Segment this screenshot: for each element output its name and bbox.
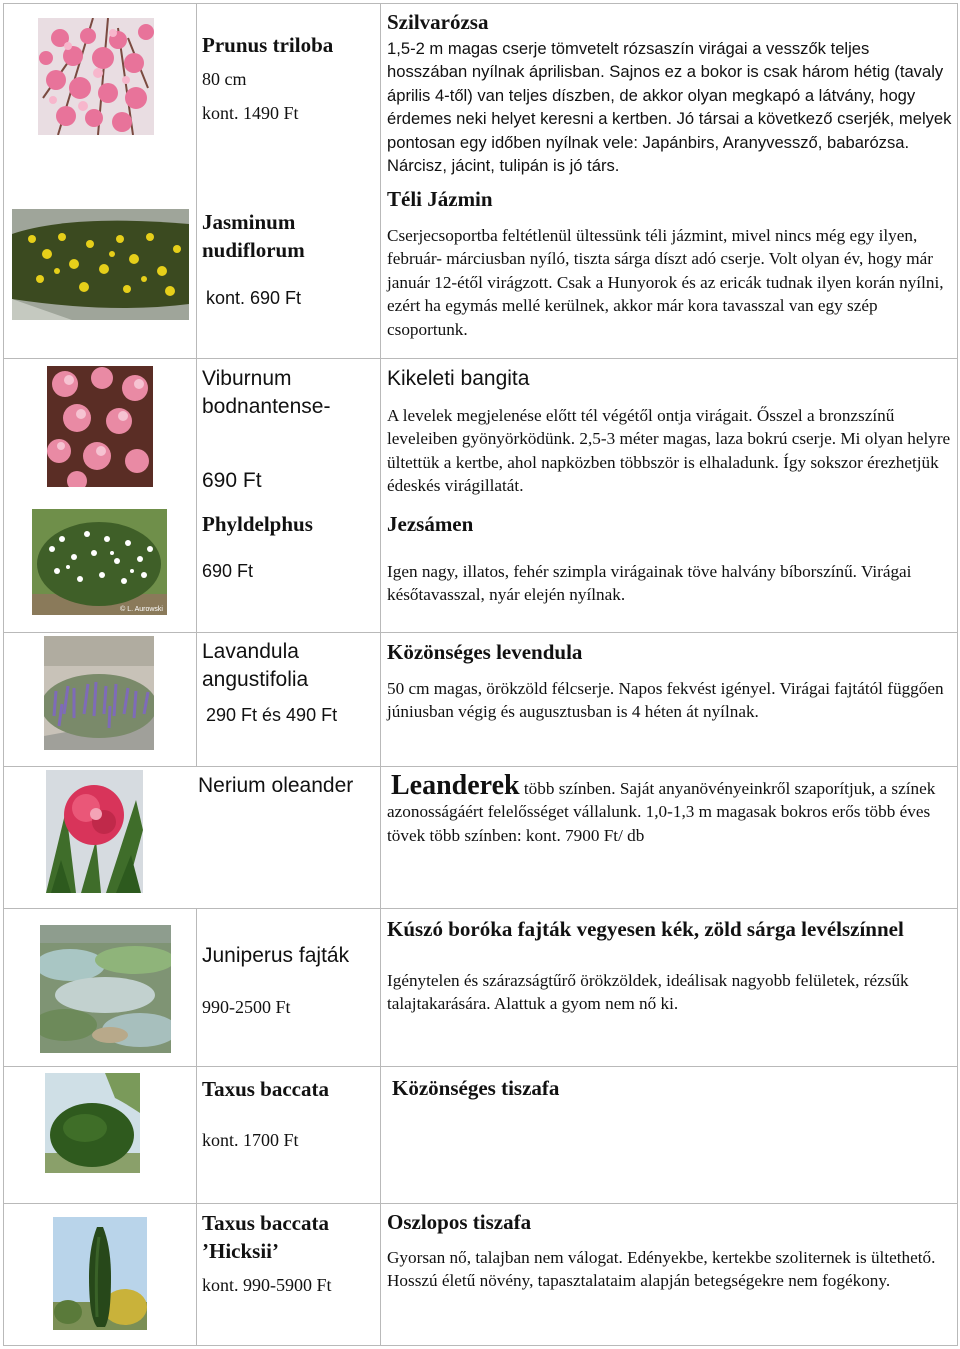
plant-price: kont. 1700 Ft (202, 1130, 299, 1150)
nerium-photo (46, 770, 143, 893)
plant-size: 80 cm (202, 69, 247, 89)
plant-price: kont. 1490 Ft (202, 103, 299, 123)
plant-description: 50 cm magas, örökzöld félcserje. Napos fekvést igényel. Virágai fajtától függően júniusban végig és augusztusban is 4 héten át nyílnak. (387, 679, 944, 722)
prunus-triloba-photo (38, 18, 154, 135)
taxus-hicksii-photo (53, 1217, 147, 1330)
column-divider (196, 3, 197, 767)
plant-name: Taxus baccata (202, 1077, 329, 1101)
photo-watermark: © L. Aurowski (120, 606, 163, 613)
taxus-baccata-photo (45, 1073, 140, 1173)
plant-description: Cserjecsoportba feltétlenül ültessünk téli jázmint, mivel nincs még egy ilyen, február- márciusban nyíló, tiszta sárga díszt adó cserje. Volt olyan év, hogy már január 12-étől virágzott. Csak a Hunyorok és az ericák tudnak ilyen korán nyílni, ezért ha egymás mellé kerülnek, akkor már kora tavasszal van egy szép csoportunk. (387, 226, 944, 339)
plant-common-name: Kikeleti bangita (387, 367, 530, 390)
row-divider (3, 1203, 958, 1204)
plant-name: Lavandula angustifolia (202, 640, 309, 691)
plant-common-name: Téli Jázmin (387, 187, 493, 211)
plant-description (387, 770, 952, 847)
plant-common-name: Közönséges levendula (387, 640, 583, 664)
plant-description: Gyorsan nő, talajban nem válogat. Edényekbe, kertekbe szoliternek is ültethető. Hosszú életű növény, tapasztalataim alapján betegségekre nem fogékony. (387, 1248, 936, 1291)
row-divider (3, 358, 958, 359)
plant-name: Phyldelphus (202, 512, 313, 536)
plant-description-text: több színben. Saját anyanövényeinkről szaporítjuk, a színek azonosságáért felelősséget vállalunk. 1,0-1,3 m magasak bokros erős több éves tövek több színben: kont. 7900 Ft/ db (387, 779, 936, 845)
lavandula-photo (44, 636, 154, 750)
plant-common-name: Szilvarózsa (387, 10, 489, 34)
row-divider (3, 1066, 958, 1067)
plant-price: kont. 690 Ft (206, 288, 302, 308)
table-border-bottom (3, 1345, 958, 1346)
plant-name: Juniperus fajták (202, 944, 350, 967)
plant-common-name: Oszlopos tiszafa (387, 1210, 532, 1234)
plant-name: Viburnum bodnantense- (202, 367, 331, 418)
philadelphus-photo (32, 509, 167, 615)
plant-common-name: Jezsámen (387, 512, 474, 536)
plant-price: 290 Ft és 490 Ft (206, 705, 338, 725)
plant-price: 690 Ft (202, 469, 262, 492)
viburnum-photo (47, 366, 153, 487)
juniperus-photo (40, 925, 171, 1053)
table-border-top (3, 3, 958, 4)
column-divider (196, 908, 197, 1346)
table-border-right (957, 3, 958, 1346)
table-border-left (3, 3, 4, 1346)
plant-description: 1,5-2 m magas cserje tömvetelt rózsaszín virágai a vesszők teljes hosszában nyílnak áprilisban. Sajnos ez a bokor is csak három hétig (tavaly április 4-től) van teljes díszben, de akkor olyan megkapó a látvány, hogy érdemes neki helyet keresni a kertben. Jó társai a következő cserjék, melyek pontosan egy időben nyílnak vele: Japánbirs, Aranyvessző, babarózsa. Nárcisz, jácint, tulipán is jó társ. (387, 39, 952, 176)
plant-price: kont. 990-5900 Ft (202, 1275, 332, 1295)
plant-description: Igénytelen és szárazságtűrő örökzöldek, ideálisak nagyobb felületek, rézsűk talajtakarására. Alattuk a gyom nem nő ki. (387, 971, 909, 1014)
plant-description: A levelek megjelenése előtt tél végétől ontja virágait. Ősszel a bronzszínű leveleiben gyönyörködünk. 2,5-3 méter magas, laza bokrú cserje. Mi olyan helyre ültettük a kertbe, ahol napközben többször is elhaladunk. Így sokszor érezhetjük édeskés virágillatát. (387, 406, 951, 496)
plant-common-name: Leanderek (391, 770, 520, 801)
plant-common-name: Közönséges tiszafa (392, 1076, 560, 1100)
row-divider (3, 632, 958, 633)
row-divider (3, 908, 958, 909)
plant-description: Igen nagy, illatos, fehér szimpla virágainak töve halvány bíborszínű. Virágai későtavasszal, nyár elején nyílnak. (387, 562, 912, 605)
plant-name: Nerium oleander (198, 774, 354, 797)
plant-name: Taxus baccata ’Hicksii’ (202, 1211, 329, 1263)
plant-price: 690 Ft (202, 561, 254, 581)
column-divider (380, 3, 381, 1346)
jasminum-photo (12, 209, 189, 320)
row-divider (3, 766, 958, 767)
plant-name: Jasminum nudiflorum (202, 210, 305, 262)
plant-price: 990-2500 Ft (202, 997, 291, 1017)
plant-name: Prunus triloba (202, 33, 334, 57)
plant-common-name: Kúszó boróka fajták vegyesen kék, zöld sárga levélszínnel (387, 917, 904, 941)
